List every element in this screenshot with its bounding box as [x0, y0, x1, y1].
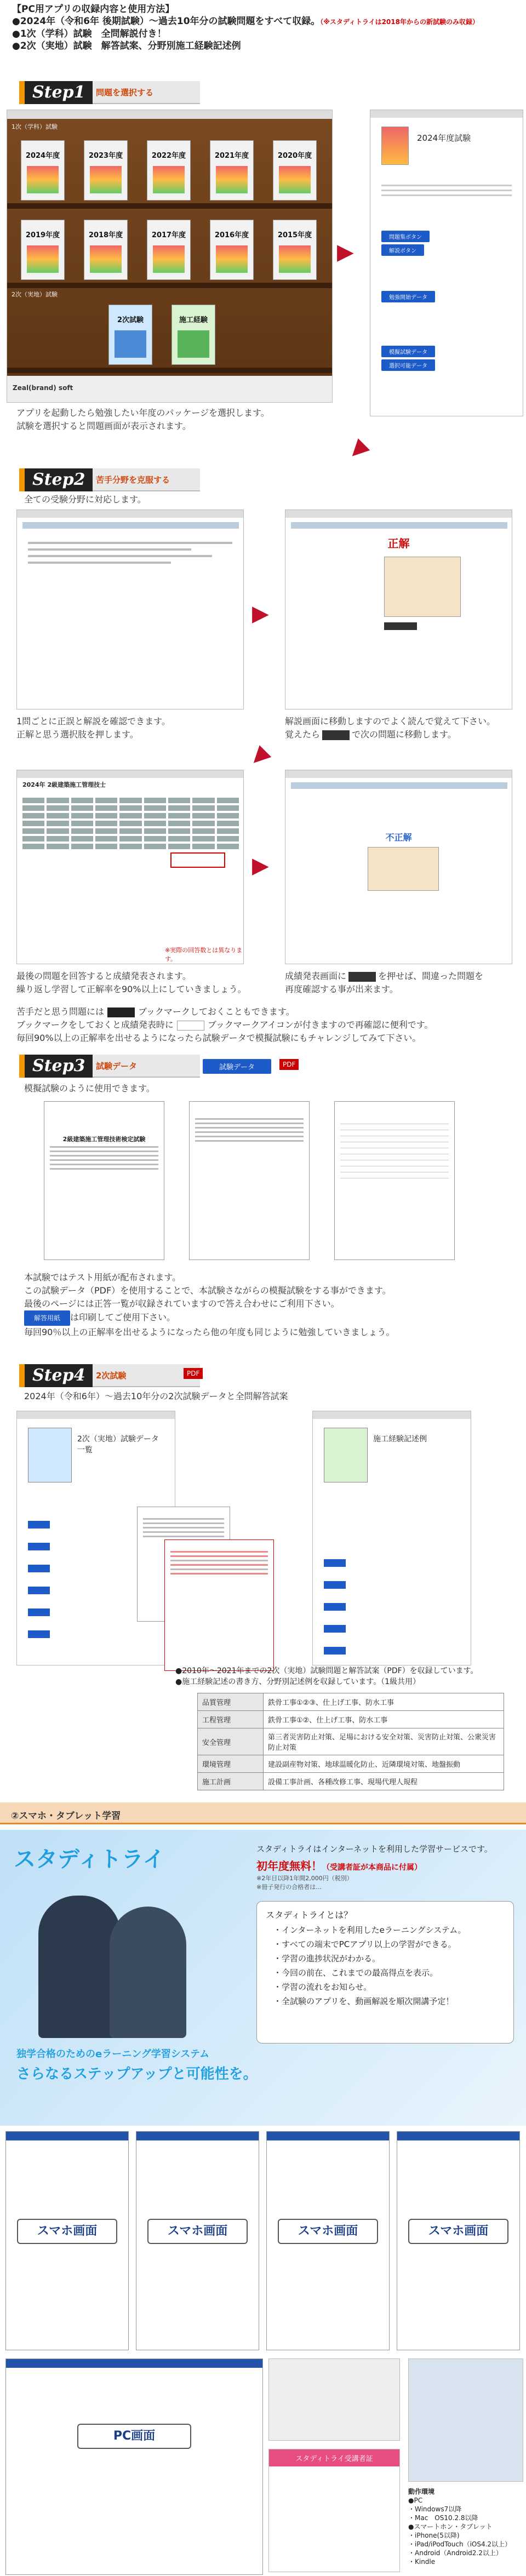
- step2-intro: 全ての受験分野に対応します。: [24, 494, 146, 505]
- shelf-screen: [7, 110, 333, 403]
- step2-caption-c: 最後の問題を回答すると成績発表されます。 繰り返し学習して正解率を90%以上にしていきましょう。: [16, 971, 247, 994]
- hero-line1: 独学合格のためのeラーニング学習システム: [16, 2048, 210, 2060]
- hero-banner: [0, 1830, 526, 2126]
- step2-caption-d: 成績発表画面に を押せば、間違った問題を 再度確認する事が出来ます。: [285, 971, 484, 994]
- result-grid-screen: [16, 770, 244, 964]
- step4-notes: ●2010年～2021年までの2次（実地）試験問題と解答試案（PDF）を収録しています。 ●施工経験記述の書き方、分野別記述例を収録しています。（1級共用）: [175, 1667, 478, 1686]
- note-red: ※実際の回答数とは異なります。: [165, 947, 243, 963]
- pdf-icon: PDF: [184, 1368, 203, 1379]
- step2-subtitle: 苦手分野を克服する: [96, 475, 170, 485]
- panel-btn-2[interactable]: 解説ボタン: [381, 244, 424, 256]
- question-screen: [16, 510, 244, 709]
- person-figure-1: [38, 1896, 121, 2038]
- card-image: [268, 2449, 400, 2572]
- table-row: 施工計画 設備工事計画、各種改修工事、現場代理人規程: [198, 1773, 504, 1790]
- phone-screen-2: スマホ画面: [136, 2131, 259, 2350]
- bookmark-mark-icon: [177, 1021, 204, 1031]
- step4-right-panel: [312, 1411, 471, 1665]
- bookmark-icon: [107, 1007, 135, 1017]
- step2-tips: 苦手だと思う問題には ブックマークしておくこともできます。 ブックマークをしておくと成績発表時に ブックマークアイコンが付きますので再確認に便利です。 毎回90%以上の正解率を出せるようになったら試験データで模擬試験にもチャレンジしてみて下さい。: [16, 1006, 433, 1043]
- what-list: ・インターネットを利用したeラーニングシステム。 ・すべての端末でPCアプリ以上の学習ができる。 ・学習の進捗状況がわかる。 ・今回の前在、これまでの最高得点を表示。 ・学習の流れをお知らせ。 ・全試験のアプリを、動画解説を順次開講予定！: [273, 1925, 466, 2006]
- phone-screen-1: スマホ画面: [5, 2131, 129, 2350]
- step1-caption: アプリを起動したら勉強したい年度のパッケージを選択します。 試験を選択すると問題画面が表示されます。: [16, 408, 270, 431]
- arrow-down-left-icon: ▼: [344, 434, 374, 465]
- step1-bar: [19, 81, 200, 104]
- book-2015[interactable]: 2015年度: [273, 220, 317, 280]
- doc-title: 2級建築施工管理技術検定試験: [62, 1136, 146, 1143]
- step4-intro: 2024年（令和6年）～過去10年分の2次試験データと全問解答試案: [24, 1391, 288, 1401]
- book-2016[interactable]: 2016年度: [210, 220, 254, 280]
- left-panel-title: 2次（実地）試験データ一覧: [77, 1435, 159, 1455]
- step4-tag: Step4: [19, 1364, 93, 1387]
- phone-screen-4: スマホ画面: [397, 2131, 520, 2350]
- book-cover-thumb: [381, 127, 409, 165]
- right-panel-title: 施工経験記述例: [373, 1435, 427, 1444]
- step3-bar: [19, 1055, 200, 1078]
- step3-subtitle: 試験データ: [96, 1061, 138, 1071]
- step1-subtitle: 問題を選択する: [96, 88, 154, 98]
- what-box: [256, 1901, 514, 2043]
- pdf-page-2: [189, 1101, 310, 1260]
- panel-btn-5[interactable]: 選択可能データ: [381, 359, 435, 371]
- arrow-right-icon: ▶: [252, 601, 269, 626]
- header-line2: ●2024年（令和6年 後期試験）～過去10年分の試験問題をすべて収録。（※スタディトライは2018年からの新試験のみ収録）: [12, 16, 479, 27]
- book-2024[interactable]: 2024年度: [21, 140, 65, 201]
- next-icon: [322, 730, 350, 740]
- step4-bar: [19, 1364, 200, 1387]
- book-2020[interactable]: 2020年度: [273, 140, 317, 201]
- shelf-label-2: 2次（実地）試験: [12, 291, 58, 298]
- book-cover-thumb: [324, 1428, 368, 1482]
- table-row: 環境管理 建設副産物対策、地球温暖化防止、近隣環境対策、地盤振動: [198, 1755, 504, 1773]
- answer-screen: [285, 510, 512, 709]
- next-button[interactable]: [384, 622, 417, 630]
- pc-screen: PC画面: [5, 2359, 263, 2575]
- wrong-label: 不正解: [385, 832, 412, 843]
- correct-label: 正解: [387, 537, 410, 550]
- device-photo: [268, 2359, 400, 2441]
- book-sekou[interactable]: 施工経験: [171, 305, 215, 365]
- free-big: 初年度無料！（受講者証が本商品に付属）: [256, 1859, 422, 1873]
- free-line3: ※冊子発行の合格者は…: [256, 1884, 322, 1891]
- hero-line2: さらなるステップアップと可能性を。: [16, 2066, 258, 2082]
- highlight-box: [170, 852, 225, 868]
- step2-caption-b: 解説画面に移動しますのでよく読んで覚えて下さい。 覚えたら で次の問題に移動します。: [285, 716, 496, 740]
- year-detail-panel: [370, 110, 523, 416]
- step3-caption: 本試験ではテスト用紙が配布されます。 この試験データ（PDF）を使用することで、本試験さながらの模擬試験をする事ができます。 最後のページには正答一覧が収録されていますので答え合わせにご利用下さい。 解答用紙 は印刷してご使用下さい。 毎回90％以上の正解率を出せるようになったら他の年度も同じように勉強していきましょう。: [24, 1272, 395, 1337]
- test-data-button[interactable]: 試験データ: [203, 1059, 271, 1074]
- step2-tag: Step2: [19, 468, 93, 491]
- arrow-down-left-icon: ▼: [245, 741, 276, 771]
- book-2021[interactable]: 2021年度: [210, 140, 254, 201]
- book-cover-thumb: [28, 1428, 72, 1482]
- header-line1: 【PC用アプリの収録内容と使用方法】: [12, 4, 175, 15]
- pdf-icon: PDF: [279, 1059, 299, 1070]
- grid-title: 2024年 2級建築施工管理技士: [22, 781, 106, 788]
- book-2023[interactable]: 2023年度: [84, 140, 128, 201]
- step4-subtitle: 2次試験: [96, 1371, 127, 1381]
- diagram-figure: [384, 557, 461, 617]
- table-row: 安全管理 第三者災害防止対策、足場における安全対策、災害防止対策、公衆災害防止対策: [198, 1728, 504, 1755]
- wrong-answer-screen: [285, 770, 512, 964]
- book-2019[interactable]: 2019年度: [21, 220, 65, 280]
- step1-tag: Step1: [19, 81, 93, 104]
- table-row: 工程管理 鉄骨工事①②、仕上げ工事、防水工事: [198, 1711, 504, 1728]
- arrow-right-icon: ▶: [337, 239, 354, 265]
- pdf-page-3: [334, 1101, 455, 1260]
- book-2017[interactable]: 2017年度: [147, 220, 191, 280]
- intro-header: [12, 3, 479, 52]
- table-row: 品質管理 鉄骨工事①②③、仕上げ工事、防水工事: [198, 1693, 504, 1711]
- person-figure-2: [110, 1907, 186, 2038]
- header-line3: ●1次（学科）試験 全問解説付き！: [12, 28, 167, 39]
- panel-btn-4[interactable]: 模擬試験データ: [381, 346, 435, 357]
- review-icon: [348, 972, 376, 982]
- diagram-figure: [368, 847, 439, 891]
- section2-header: [0, 1802, 526, 1824]
- answer-pdf-2: [164, 1539, 274, 1671]
- experience-table: [197, 1693, 504, 1790]
- step3-tag: Step3: [19, 1055, 93, 1078]
- header-line4: ●2次（実地）試験 解答試案、分野別施工経験記述例: [12, 41, 241, 51]
- zeal-logo: Zeal(brand) soft: [13, 384, 73, 392]
- answer-sheet-chip: 解答用紙: [24, 1310, 70, 1326]
- step3-intro: 模擬試験のように使用できます。: [24, 1083, 155, 1094]
- what-title: スタディトライとは？: [266, 1910, 353, 1920]
- arrow-right-icon: ▶: [252, 853, 269, 878]
- panel-title: 2024年度試験: [417, 133, 471, 143]
- panel-btn-1[interactable]: 問題集ボタン: [381, 231, 430, 242]
- tagline: スタディトライはインターネットを利用した学習サービスです。: [256, 1844, 493, 1854]
- pdf-page-1: [44, 1101, 164, 1260]
- section2-title: ②スマホ・タブレット学習: [11, 1811, 121, 1822]
- shelf-label-1: 1次（学科）試験: [12, 123, 58, 130]
- free-line2: ※2年目以降1年間2,000円（税別）: [256, 1875, 353, 1882]
- book-2ji[interactable]: 2次試験: [108, 305, 152, 365]
- app-banner: スタディトライ受講者証: [269, 2449, 399, 2466]
- book-2018[interactable]: 2018年度: [84, 220, 128, 280]
- step2-caption-a: 1問ごとに正誤と解説を確認できます。 正解と思う選択肢を押します。: [16, 716, 170, 740]
- phone-photo: [408, 2359, 523, 2482]
- env-list: 動作環境 ●PC ・Windows7以降 ・Mac OS10.2.8以降 ●スマートホン・タブレット ・iPhone(5以降) ・iPad/iPodTouch（iOS4.2以上） ・Android（Android2.2以上） ・Kindle: [408, 2488, 512, 2566]
- book-2022[interactable]: 2022年度: [147, 140, 191, 201]
- panel-btn-3[interactable]: 勉強開始データ: [381, 291, 435, 302]
- brand-title: スタディトライ: [14, 1846, 165, 1872]
- phone-screen-3: スマホ画面: [266, 2131, 390, 2350]
- step2-bar: [19, 468, 200, 491]
